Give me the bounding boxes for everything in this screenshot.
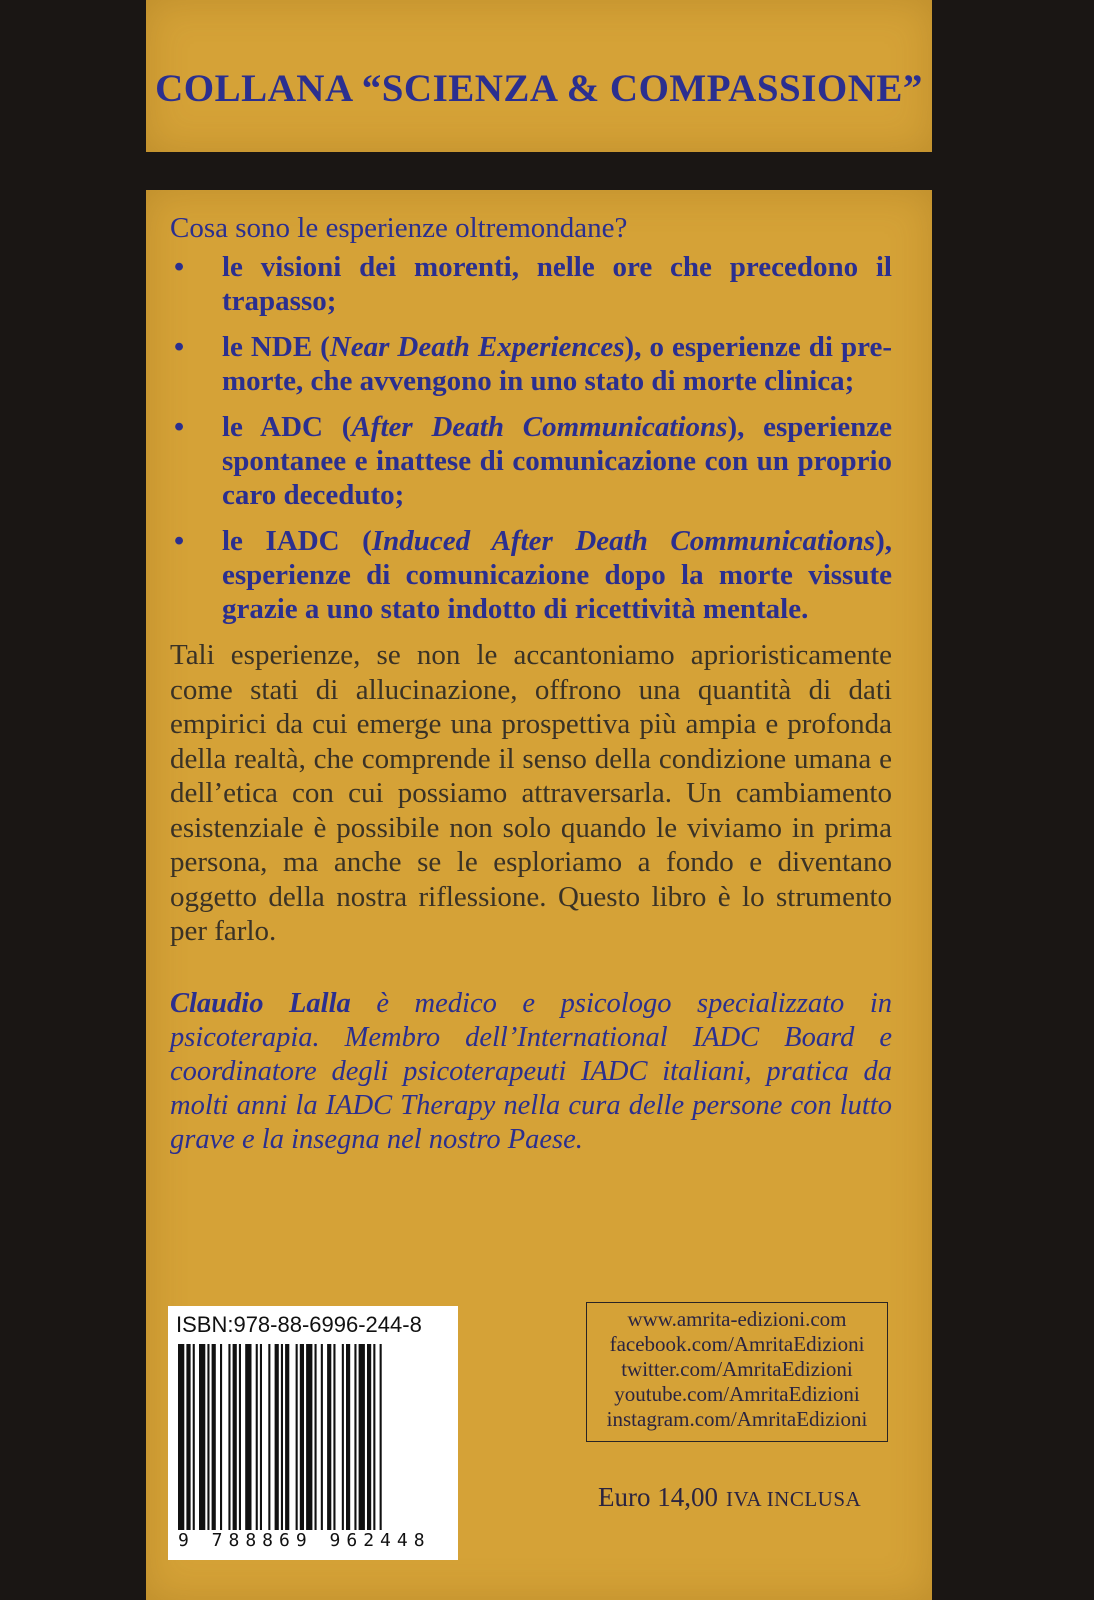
price-label bbox=[598, 1482, 861, 1513]
back-cover-content bbox=[170, 210, 892, 1157]
facebook-link[interactable]: facebook.com/AmritaEdizioni bbox=[609, 1332, 865, 1356]
publisher-links bbox=[586, 1302, 888, 1442]
website-link[interactable]: www.amrita-edizioni.com bbox=[627, 1307, 847, 1331]
back-cover-panel bbox=[146, 190, 932, 1600]
series-title: COLLANA “SCIENZA & COMPASSIONE” bbox=[155, 67, 923, 110]
isbn-label: ISBN:978-88-6996-244-8 bbox=[176, 1312, 422, 1337]
author-bio-text: è medico e psicologo specializzato in psicoterapia. Membro dell’International IADC Board e coordinatore degli psicoterapeuti IADC italiani, pratica da molti anni la IADC Therapy nella cura delle persone con lutto grave e la insegna nel nostro Paese. bbox=[170, 987, 892, 1155]
bullet-icon: • bbox=[174, 411, 185, 443]
barcode-icon bbox=[176, 1344, 450, 1530]
list-item: • le visioni dei morenti, nelle ore che precedono il trapasso; bbox=[174, 251, 892, 317]
price-amount: Euro 14,00 bbox=[598, 1482, 718, 1512]
list-item: • le IADC (Induced After Death Communications), esperienze di comunicazione dopo la morte vissute grazie a uno stato indotto di ricettività mentale. bbox=[174, 525, 892, 625]
instagram-link[interactable]: instagram.com/AmritaEdizioni bbox=[606, 1407, 868, 1431]
author-name: Claudio Lalla bbox=[170, 987, 351, 1019]
list-item: • le ADC (After Death Communications), esperienze spontanee e inattese di comunicazione con un proprio caro deceduto; bbox=[174, 411, 892, 511]
bullet-icon: • bbox=[174, 331, 185, 363]
description-paragraph: Tali esperienze, se non le accantoniamo aprioristicamente come stati di allucinazione, offrono una quantità di dati empirici da cui emerge una prospettiva più ampia e profonda della realtà, che comprende il senso della condizione umana e dell’etica con cui possiamo attraversarla. Un cambiamento esistenziale è possibile non solo quando le viviamo in prima persona, ma anche se le esploriamo a fondo e diventano oggetto della nostra riflessione. Questo libro è lo strumento per farlo. bbox=[170, 639, 892, 947]
barcode-digits: 9 788869 962448 bbox=[178, 1530, 431, 1551]
youtube-link[interactable]: youtube.com/AmritaEdizioni bbox=[614, 1382, 860, 1406]
author-bio bbox=[170, 987, 892, 1157]
list-item: • le NDE (Near Death Experiences), o esperienze di pre-morte, che avvengono in uno stato di morte clinica; bbox=[174, 331, 892, 397]
series-banner bbox=[146, 0, 932, 152]
experience-list bbox=[170, 250, 892, 626]
isbn-barcode bbox=[168, 1306, 458, 1560]
bullet-icon: • bbox=[174, 525, 185, 557]
bullet-icon: • bbox=[174, 251, 185, 283]
price-vat: IVA INCLUSA bbox=[725, 1487, 862, 1511]
intro-question: Cosa sono le esperienze oltremondane? bbox=[170, 212, 628, 244]
twitter-link[interactable]: twitter.com/AmritaEdizioni bbox=[621, 1357, 853, 1381]
